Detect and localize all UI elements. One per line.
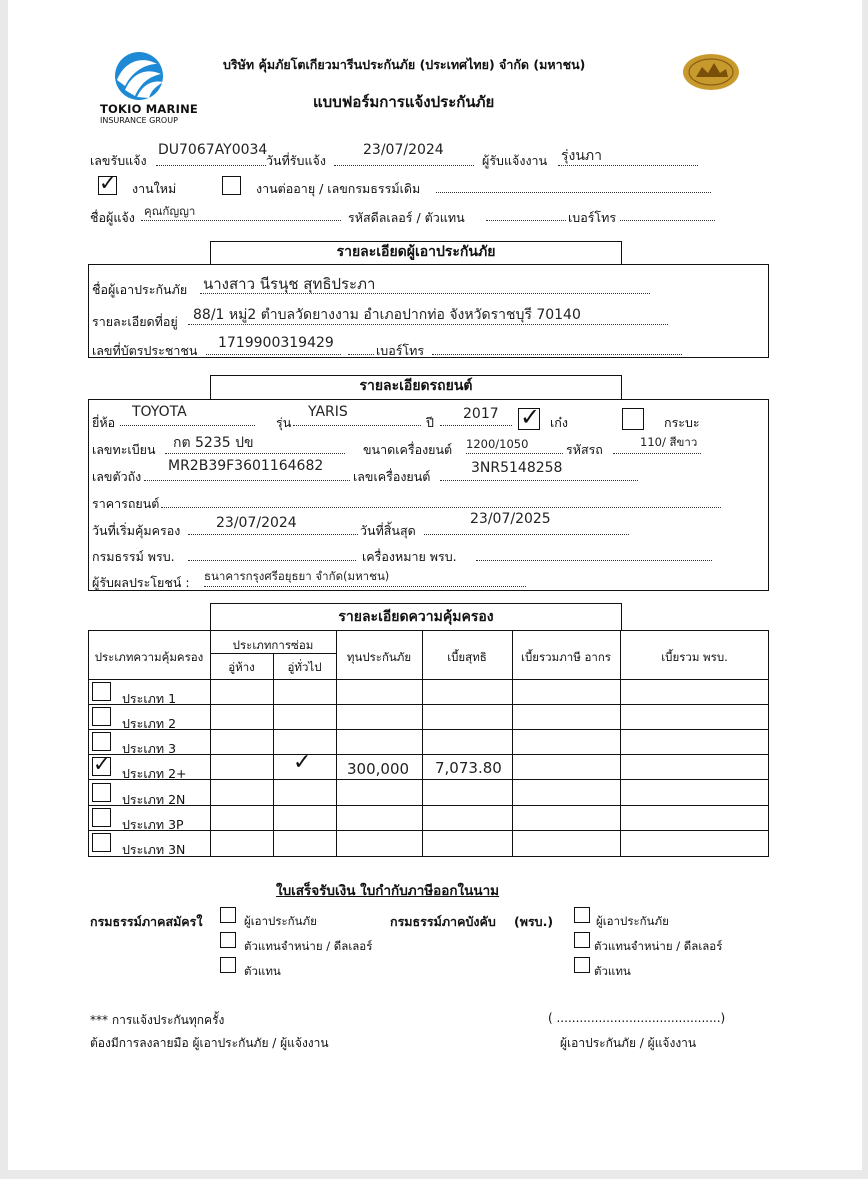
voluntary-option-dealer: ตัวแทนจำหน่าย / ดีลเลอร์ [244, 939, 373, 953]
coverage-section-title: รายละเอียดความคุ้มครอง [210, 603, 622, 632]
model-label: รุ่น [276, 415, 292, 430]
insured-phone-label: เบอร์โทร [376, 343, 425, 358]
compulsory-suffix: (พรบ.) [514, 914, 554, 929]
header-total-pra-bor: เบี้ยรวม พรบ. [661, 650, 728, 664]
year-value: 2017 [463, 406, 499, 422]
row-label: ประเภท 3P [122, 817, 184, 832]
engine-no-label: เลขเครื่องยนต์ [353, 469, 431, 484]
row-label: ประเภท 3 [122, 741, 177, 756]
logo-subtext: INSURANCE GROUP [100, 116, 178, 125]
pickup-label: กระบะ [664, 415, 700, 430]
voluntary-dealer-checkbox[interactable] [220, 932, 236, 948]
voluntary-option-agent: ตัวแทน [244, 964, 281, 978]
sedan-label: เก๋ง [550, 415, 568, 430]
brand-seal-icon [682, 53, 740, 91]
footer-note-line1: *** การแจ้งประกันทุกครั้ง [90, 1013, 225, 1027]
plate-value: กต 5235 ปข [173, 435, 254, 451]
type2plus-checkbox[interactable]: ✓ [93, 752, 111, 776]
row-label: ประเภท 1 [122, 691, 177, 706]
notifier-label: ชื่อผู้แจ้ง [90, 210, 135, 225]
new-job-label: งานใหม่ [132, 181, 177, 196]
repair-general-check-mark: ✓ [293, 750, 312, 775]
compulsory-dealer-checkbox[interactable] [574, 932, 590, 948]
receipt-title: ใบเสร็จรับเงิน ใบกำกับภาษีออกในนาม [276, 883, 500, 899]
color-value: 110/ สีขาว [640, 435, 698, 449]
start-value: 23/07/2024 [216, 515, 297, 531]
notifier-value: คุณกัญญา [144, 204, 196, 218]
insured-name-value: นางสาว นีรนุช สุทธิประภา [203, 275, 376, 293]
type3n-checkbox[interactable] [92, 833, 111, 852]
engine-size-value: 1200/1050 [466, 437, 529, 451]
address-label: รายละเอียดที่อยู่ [92, 314, 178, 329]
voluntary-insured-checkbox[interactable] [220, 907, 236, 923]
ref-label: เลขรับแจ้ง [90, 153, 147, 168]
color-label: รหัสรถ [566, 442, 603, 457]
header-repair-type: ประเภทการซ่อม [232, 638, 314, 652]
insured-section-title: รายละเอียดผู้เอาประกันภัย [210, 241, 622, 266]
new-job-checkbox[interactable]: ✓ [99, 171, 117, 195]
sum-insured-value: 300,000 [347, 760, 410, 778]
voluntary-label: กรมธรรม์ภาคสมัครใ [90, 914, 203, 929]
header-sum-insured: ทุนประกันภัย [346, 650, 412, 664]
signature-caption: ผู้เอาประกันภัย / ผู้แจ้งงาน [560, 1036, 697, 1050]
insured-name-label: ชื่อผู้เอาประกันภัย [92, 282, 188, 297]
voluntary-option-insured: ผู้เอาประกันภัย [244, 914, 317, 928]
compulsory-option-agent: ตัวแทน [594, 964, 631, 978]
tokio-marine-logo-mark [103, 50, 193, 102]
type2-checkbox[interactable] [92, 707, 111, 726]
renew-checkbox[interactable] [222, 176, 241, 195]
type3p-checkbox[interactable] [92, 808, 111, 827]
type2n-checkbox[interactable] [92, 783, 111, 802]
model-value: YARIS [308, 404, 348, 420]
date-value: 23/07/2024 [363, 142, 444, 158]
chassis-value: MR2B39F3601164682 [168, 458, 324, 474]
notify-phone-label: เบอร์โทร [568, 210, 617, 225]
address-value: 88/1 หมู่2 ตำบลวัดยางงาม อำเภอปากท่อ จังหวัดราชบุรี 70140 [193, 307, 581, 323]
signature-line: ( ...........................................) [548, 1011, 726, 1025]
date-label: วันที่รับแจ้ง [266, 153, 326, 168]
company-name: บริษัท คุ้มภัยโตเกียวมารีนประกันภัย (ประเทศไทย) จำกัด (มหาชน) [223, 57, 586, 72]
plate-label: เลขทะเบียน [92, 442, 156, 457]
id-value: 1719900319429 [218, 335, 334, 351]
policy-label: กรมธรรม์ พรบ. [92, 549, 175, 564]
row-label: ประเภท 3N [122, 842, 186, 857]
row-label: ประเภท 2+ [122, 766, 187, 781]
compulsory-agent-checkbox[interactable] [574, 957, 590, 973]
voluntary-agent-checkbox[interactable] [220, 957, 236, 973]
net-premium-value: 7,073.80 [435, 759, 502, 777]
receiver-label: ผู้รับแจ้งงาน [482, 153, 548, 168]
renew-label: งานต่ออายุ / เลขกรมธรรม์เดิม [256, 181, 421, 196]
price-label: ราคารถยนต์ [92, 496, 160, 511]
header-total-premium-tax: เบี้ยรวมภาษี อากร [521, 650, 611, 664]
vehicle-section-title: รายละเอียดรถยนต์ [210, 375, 622, 400]
compulsory-option-insured: ผู้เอาประกันภัย [596, 914, 669, 928]
tokio-marine-logo [100, 50, 198, 130]
header-repair-general: อู่ทั่วไป [287, 660, 322, 674]
id-label: เลขที่บัตรประชาชน [92, 343, 198, 358]
receiver-value: รุ่งนภา [561, 148, 603, 164]
compulsory-label: กรมธรรม์ภาคบังคับ [390, 914, 496, 929]
row-label: ประเภท 2 [122, 716, 177, 731]
start-label: วันที่เริ่มคุ้มครอง [92, 523, 181, 538]
dealer-label: รหัสดีลเลอร์ / ตัวแทน [348, 210, 465, 225]
year-label: ปี [426, 415, 434, 430]
end-label: วันที่สิ้นสุด [360, 523, 416, 538]
beneficiary-label: ผู้รับผลประโยชน์ : [92, 575, 190, 590]
header-repair-dealer: อู่ห้าง [228, 660, 255, 674]
compulsory-option-dealer: ตัวแทนจำหน่าย / ดีลเลอร์ [594, 939, 723, 953]
footer-note-line2: ต้องมีการลงลายมือ ผู้เอาประกันภัย / ผู้แจ้งงาน [90, 1036, 329, 1050]
brand-value: TOYOTA [132, 404, 187, 420]
sedan-checkbox[interactable]: ✓ [520, 403, 541, 431]
header-net-premium: เบี้ยสุทธิ [447, 650, 487, 664]
pickup-checkbox[interactable] [622, 408, 644, 430]
engine-no-value: 3NR5148258 [471, 460, 563, 476]
form-title: แบบฟอร์มการแจ้งประกันภัย [313, 93, 495, 111]
engine-size-label: ขนาดเครื่องยนต์ [363, 442, 453, 457]
brand-label: ยี่ห้อ [92, 415, 116, 430]
header-coverage-type: ประเภทความคุ้มครอง [94, 650, 204, 664]
form-page [8, 0, 862, 1170]
sticker-label: เครื่องหมาย พรบ. [362, 549, 457, 564]
beneficiary-value: ธนาคารกรุงศรีอยุธยา จำกัด(มหาชน) [204, 569, 390, 583]
ref-value: DU7067AY0034 [158, 142, 268, 158]
chassis-label: เลขตัวถัง [92, 469, 142, 484]
end-value: 23/07/2025 [470, 511, 551, 527]
type1-checkbox[interactable] [92, 682, 111, 701]
type3-checkbox[interactable] [92, 732, 111, 751]
row-label: ประเภท 2N [122, 792, 186, 807]
logo-text: TOKIO MARINE [100, 102, 198, 116]
compulsory-insured-checkbox[interactable] [574, 907, 590, 923]
